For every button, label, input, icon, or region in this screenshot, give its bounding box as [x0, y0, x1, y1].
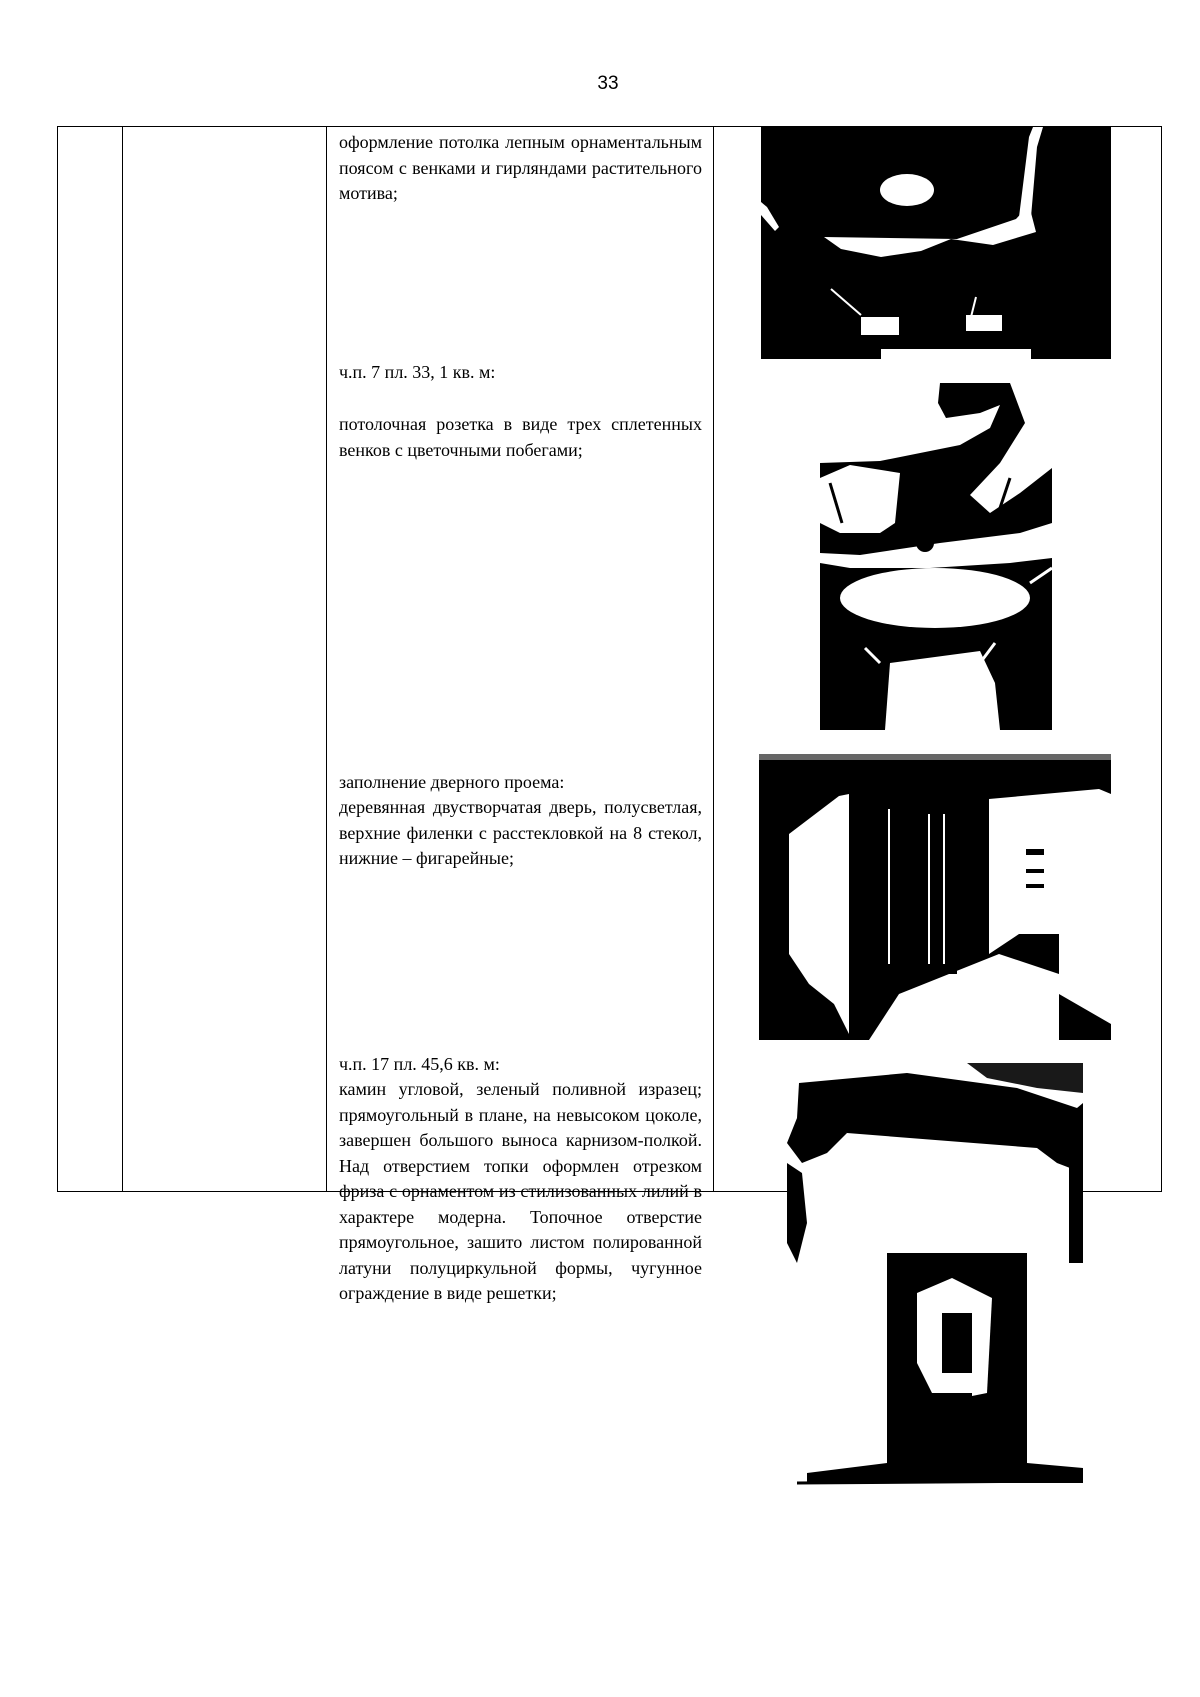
ceiling-rosette-photo — [820, 383, 1052, 730]
fireplace-photo — [787, 1063, 1083, 1501]
table-column-divider — [122, 126, 123, 1192]
room-7-label: ч.п. 7 пл. 33, 1 кв. м: — [339, 362, 496, 382]
fireplace-description-text: камин угловой, зеленый поливной изразец; прямоугольный в плане, на невысоком цоколе, завершен большого выноса карнизом-полкой. Над отверстием топки оформлен отрезком фриза с орнаментом из стилизованных лилий в характере модерна. Топочное отверстие прямоугольное, зашито листом полированной латуни полуциркульной формы, чугунное ограждение в виде решетки; — [339, 1079, 702, 1303]
door-opening-label: заполнение дверного проема: — [339, 772, 565, 792]
room-17-label: ч.п. 17 пл. 45,6 кв. м: — [339, 1054, 500, 1074]
ceiling-decoration-text: оформление потолка лепным орнаментальным поясом с венками и гирляндами растительного мотива; — [339, 132, 702, 203]
ceiling-ornament-photo — [761, 127, 1111, 359]
ceiling-rosette-text: потолочная розетка в виде трех сплетенных венков с цветочными побегами; — [339, 414, 702, 460]
table-column-divider — [326, 126, 327, 1192]
page-number: 33 — [597, 73, 619, 94]
double-door-photo — [759, 754, 1111, 1040]
table-column-divider — [713, 126, 714, 1192]
door-description-text: деревянная двустворчатая дверь, полусветлая, верхние филенки с расстекловкой на 8 стекол, нижние – фигарейные; — [339, 797, 702, 868]
